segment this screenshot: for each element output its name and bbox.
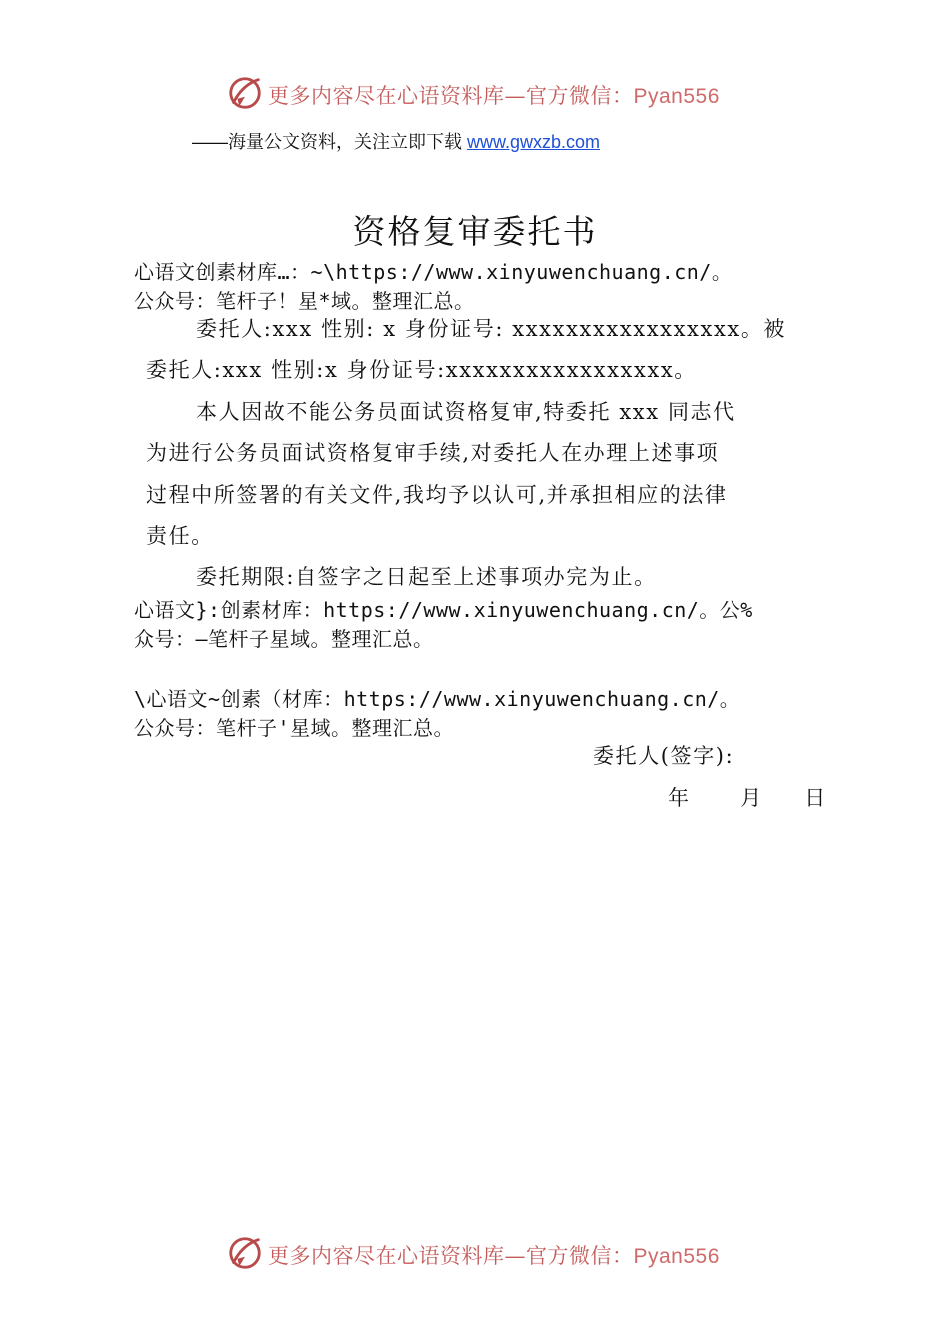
watermark-line: 心语文创素材库…：~\https://www.xinyuwenchuang.cn/。 bbox=[134, 260, 733, 284]
authorization-line: 为进行公务员面试资格复审手续,对委托人在办理上述事项 bbox=[146, 441, 720, 465]
footer-banner-label: 更多内容尽在心语资料库—官方微信： bbox=[268, 1244, 634, 1268]
subline-label: ——海量公文资料，关注立即下载 bbox=[192, 132, 467, 152]
watermark-line: 众号：—笔杆子星域。整理汇总。 bbox=[134, 627, 434, 651]
brand-logo-icon bbox=[226, 1234, 264, 1272]
watermark-line: 心语文}:创素材库：https://www.xinyuwenchuang.cn/。公% bbox=[134, 598, 753, 622]
authorization-line: 过程中所签署的有关文件,我均予以认可,并承担相应的法律 bbox=[146, 483, 728, 507]
banner-wechat-id: Pyan556 bbox=[633, 85, 720, 108]
watermark-line: 公众号：笔杆子'星域。整理汇总。 bbox=[134, 716, 455, 740]
header-banner bbox=[0, 72, 950, 116]
document-title: 资格复审委托书 bbox=[352, 212, 598, 251]
download-subline bbox=[192, 128, 600, 154]
agent-info-line: 委托人:xxx 性别:x 身份证号:xxxxxxxxxxxxxxxxx。 bbox=[146, 358, 697, 382]
banner-label: 更多内容尽在心语资料库—官方微信： bbox=[268, 84, 634, 108]
footer-wechat-id: Pyan556 bbox=[633, 1245, 720, 1268]
watermark-line: 公众号：笔杆子！星*域。整理汇总。 bbox=[134, 289, 475, 313]
brand-logo-icon bbox=[226, 74, 264, 112]
banner-text bbox=[268, 80, 720, 110]
signature-label: 委托人(签字): bbox=[593, 744, 735, 768]
validity-period: 委托期限:自签字之日起至上述事项办完为止。 bbox=[196, 565, 657, 589]
principal-info-line: 委托人:xxx 性别: x 身份证号: xxxxxxxxxxxxxxxxx。被 bbox=[196, 317, 787, 341]
authorization-line: 本人因故不能公务员面试资格复审,特委托 xxx 同志代 bbox=[196, 400, 736, 424]
authorization-line: 责任。 bbox=[146, 524, 214, 548]
date-line: 年 月 日 bbox=[668, 786, 827, 810]
footer-banner bbox=[0, 1232, 950, 1276]
footer-banner-text bbox=[268, 1240, 720, 1270]
download-link[interactable]: www.gwxzb.com bbox=[467, 132, 601, 152]
watermark-line: \心语文~创素（材库：https://www.xinyuwenchuang.cn/。 bbox=[134, 687, 741, 711]
